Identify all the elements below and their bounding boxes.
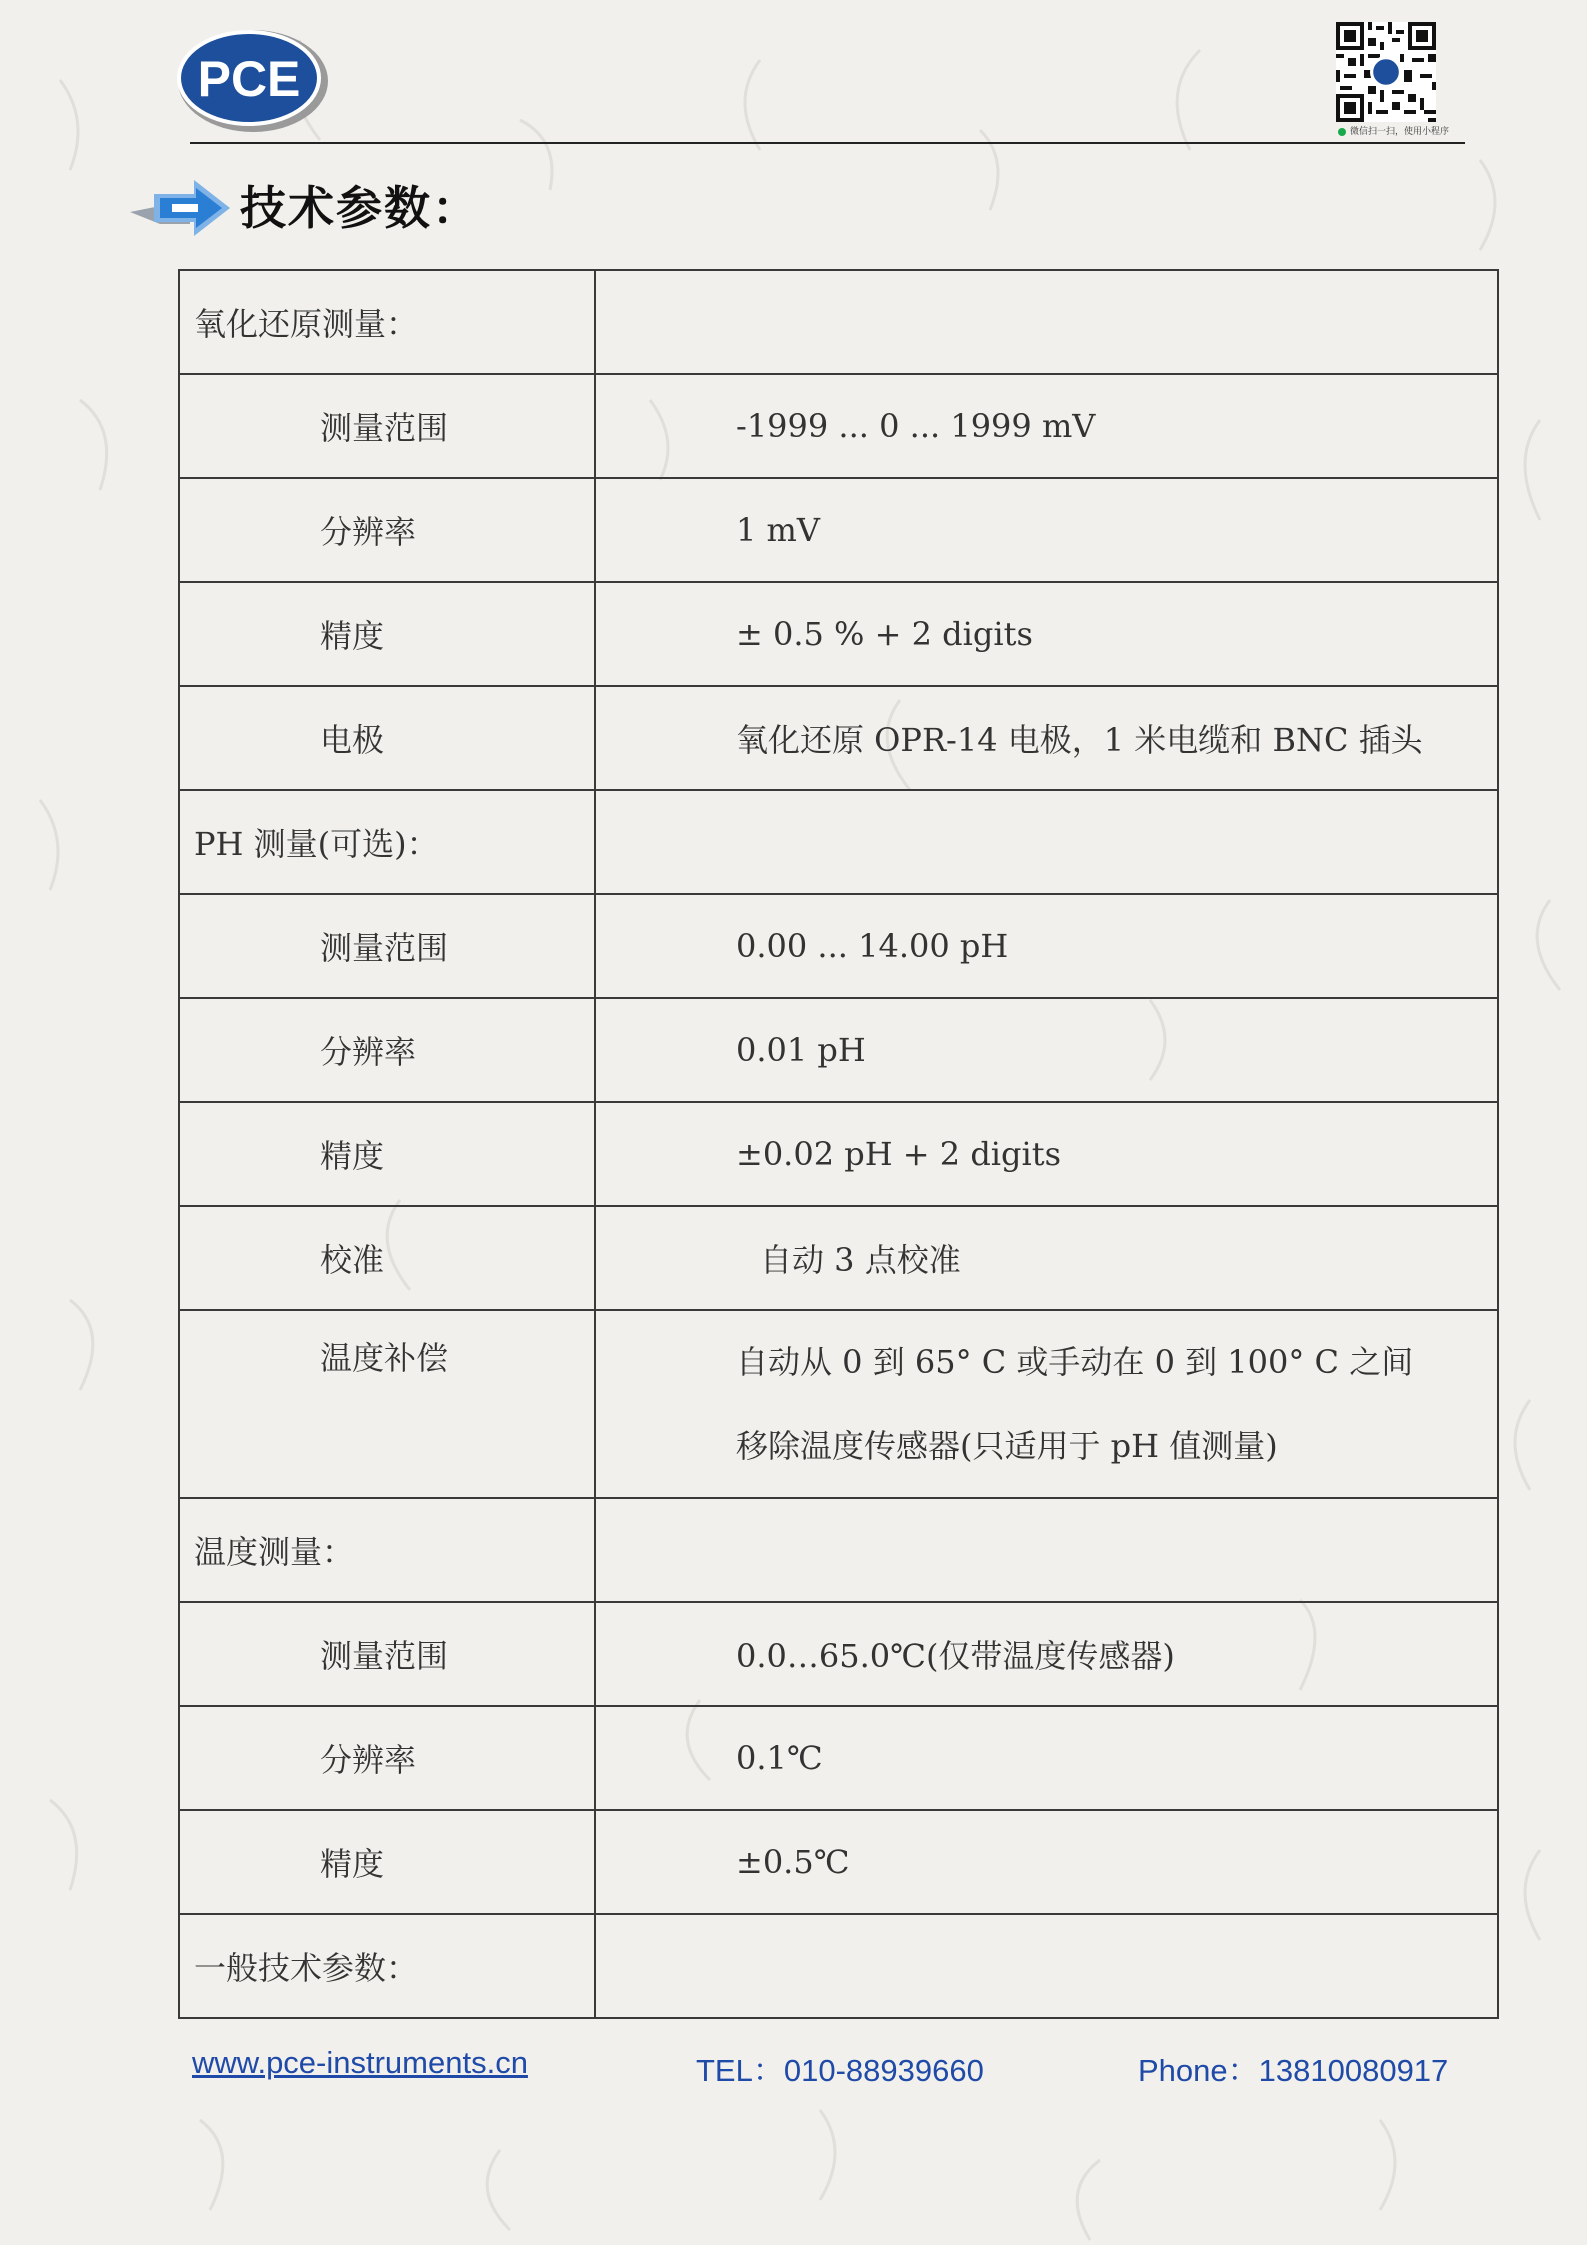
redox-heading: 氧化还原测量： [179, 270, 595, 374]
table-row [179, 1498, 1498, 1602]
redox-range-value: -1999 ... 0 ... 1999 mV [595, 374, 1498, 478]
temperature-resolution-label: 分辨率 [179, 1706, 595, 1810]
footer-phone: Phone：13810080917 [1138, 2053, 1449, 2088]
ph-calibration-label: 校准 [179, 1206, 595, 1310]
temperature-accuracy-value: ±0.5℃ [595, 1810, 1498, 1914]
redox-resolution-label: 分辨率 [179, 478, 595, 582]
ph-tempcomp-cell [595, 1310, 1498, 1498]
temperature-heading: 温度测量： [179, 1498, 595, 1602]
table-row [179, 790, 1498, 894]
redox-electrode-value: 氧化还原 OPR-14 电极，1 米电缆和 BNC 插头 [595, 686, 1498, 790]
ph-accuracy-label: 精度 [179, 1102, 595, 1206]
pce-logo [176, 28, 330, 134]
temperature-range-label: 测量范围 [179, 1602, 595, 1706]
empty-cell [595, 1914, 1498, 2018]
table-row [179, 686, 1498, 790]
redox-accuracy-value: ± 0.5 % + 2 digits [595, 582, 1498, 686]
ph-tempcomp-value-line1: 自动从 0 到 65° C 或手动在 0 到 100° C 之间 [736, 1343, 1414, 1381]
ph-resolution-value: 0.01 pH [595, 998, 1498, 1102]
table-row [179, 1810, 1498, 1914]
table-row [179, 1310, 1498, 1498]
table-row [179, 478, 1498, 582]
footer-tel: TEL：010-88939660 [696, 2053, 984, 2088]
temperature-accuracy-label: 精度 [179, 1810, 595, 1914]
table-row [179, 998, 1498, 1102]
table-row [179, 1102, 1498, 1206]
footer [0, 2045, 1587, 2088]
redox-range-label: 测量范围 [179, 374, 595, 478]
ph-calibration-value: 自动 3 点校准 [760, 1241, 961, 1279]
table-row [179, 270, 1498, 374]
website-link[interactable]: www.pce-instruments.cn [192, 2045, 528, 2080]
wechat-icon [1338, 128, 1346, 136]
table-row [179, 374, 1498, 478]
table-row [179, 1206, 1498, 1310]
section-title: 技术参数： [240, 181, 480, 235]
general-heading: 一般技术参数： [179, 1914, 595, 2018]
ph-tempcomp-label: 温度补偿 [179, 1310, 595, 1498]
ph-calibration-cell [595, 1206, 1498, 1310]
table-row [179, 1914, 1498, 2018]
redox-electrode-label: 电极 [179, 686, 595, 790]
ph-resolution-label: 分辨率 [179, 998, 595, 1102]
table-row [179, 582, 1498, 686]
ph-tempcomp-value-line2: 移除温度传感器(只适用于 pH 值测量) [736, 1427, 1278, 1465]
table-row [179, 1602, 1498, 1706]
qr-code-icon [1336, 22, 1436, 122]
empty-cell [595, 790, 1498, 894]
ph-heading: PH 测量(可选)： [179, 790, 595, 894]
logo-text: PCE [197, 51, 301, 107]
redox-resolution-value: 1 mV [595, 478, 1498, 582]
temperature-range-value: 0.0…65.0℃(仅带温度传感器) [595, 1602, 1498, 1706]
redox-accuracy-label: 精度 [179, 582, 595, 686]
arrow-right-icon [130, 176, 234, 240]
table-row [179, 1706, 1498, 1810]
qr-caption [1338, 124, 1468, 137]
ph-range-value: 0.00 ... 14.00 pH [595, 894, 1498, 998]
temperature-resolution-value: 0.1℃ [595, 1706, 1498, 1810]
ph-accuracy-value: ±0.02 pH + 2 digits [595, 1102, 1498, 1206]
spec-table [178, 269, 1499, 2019]
ph-range-label: 测量范围 [179, 894, 595, 998]
empty-cell [595, 1498, 1498, 1602]
qr-caption-text: 微信扫一扫，使用小程序 [1350, 127, 1450, 137]
header-divider [190, 142, 1465, 144]
empty-cell [595, 270, 1498, 374]
table-row [179, 894, 1498, 998]
